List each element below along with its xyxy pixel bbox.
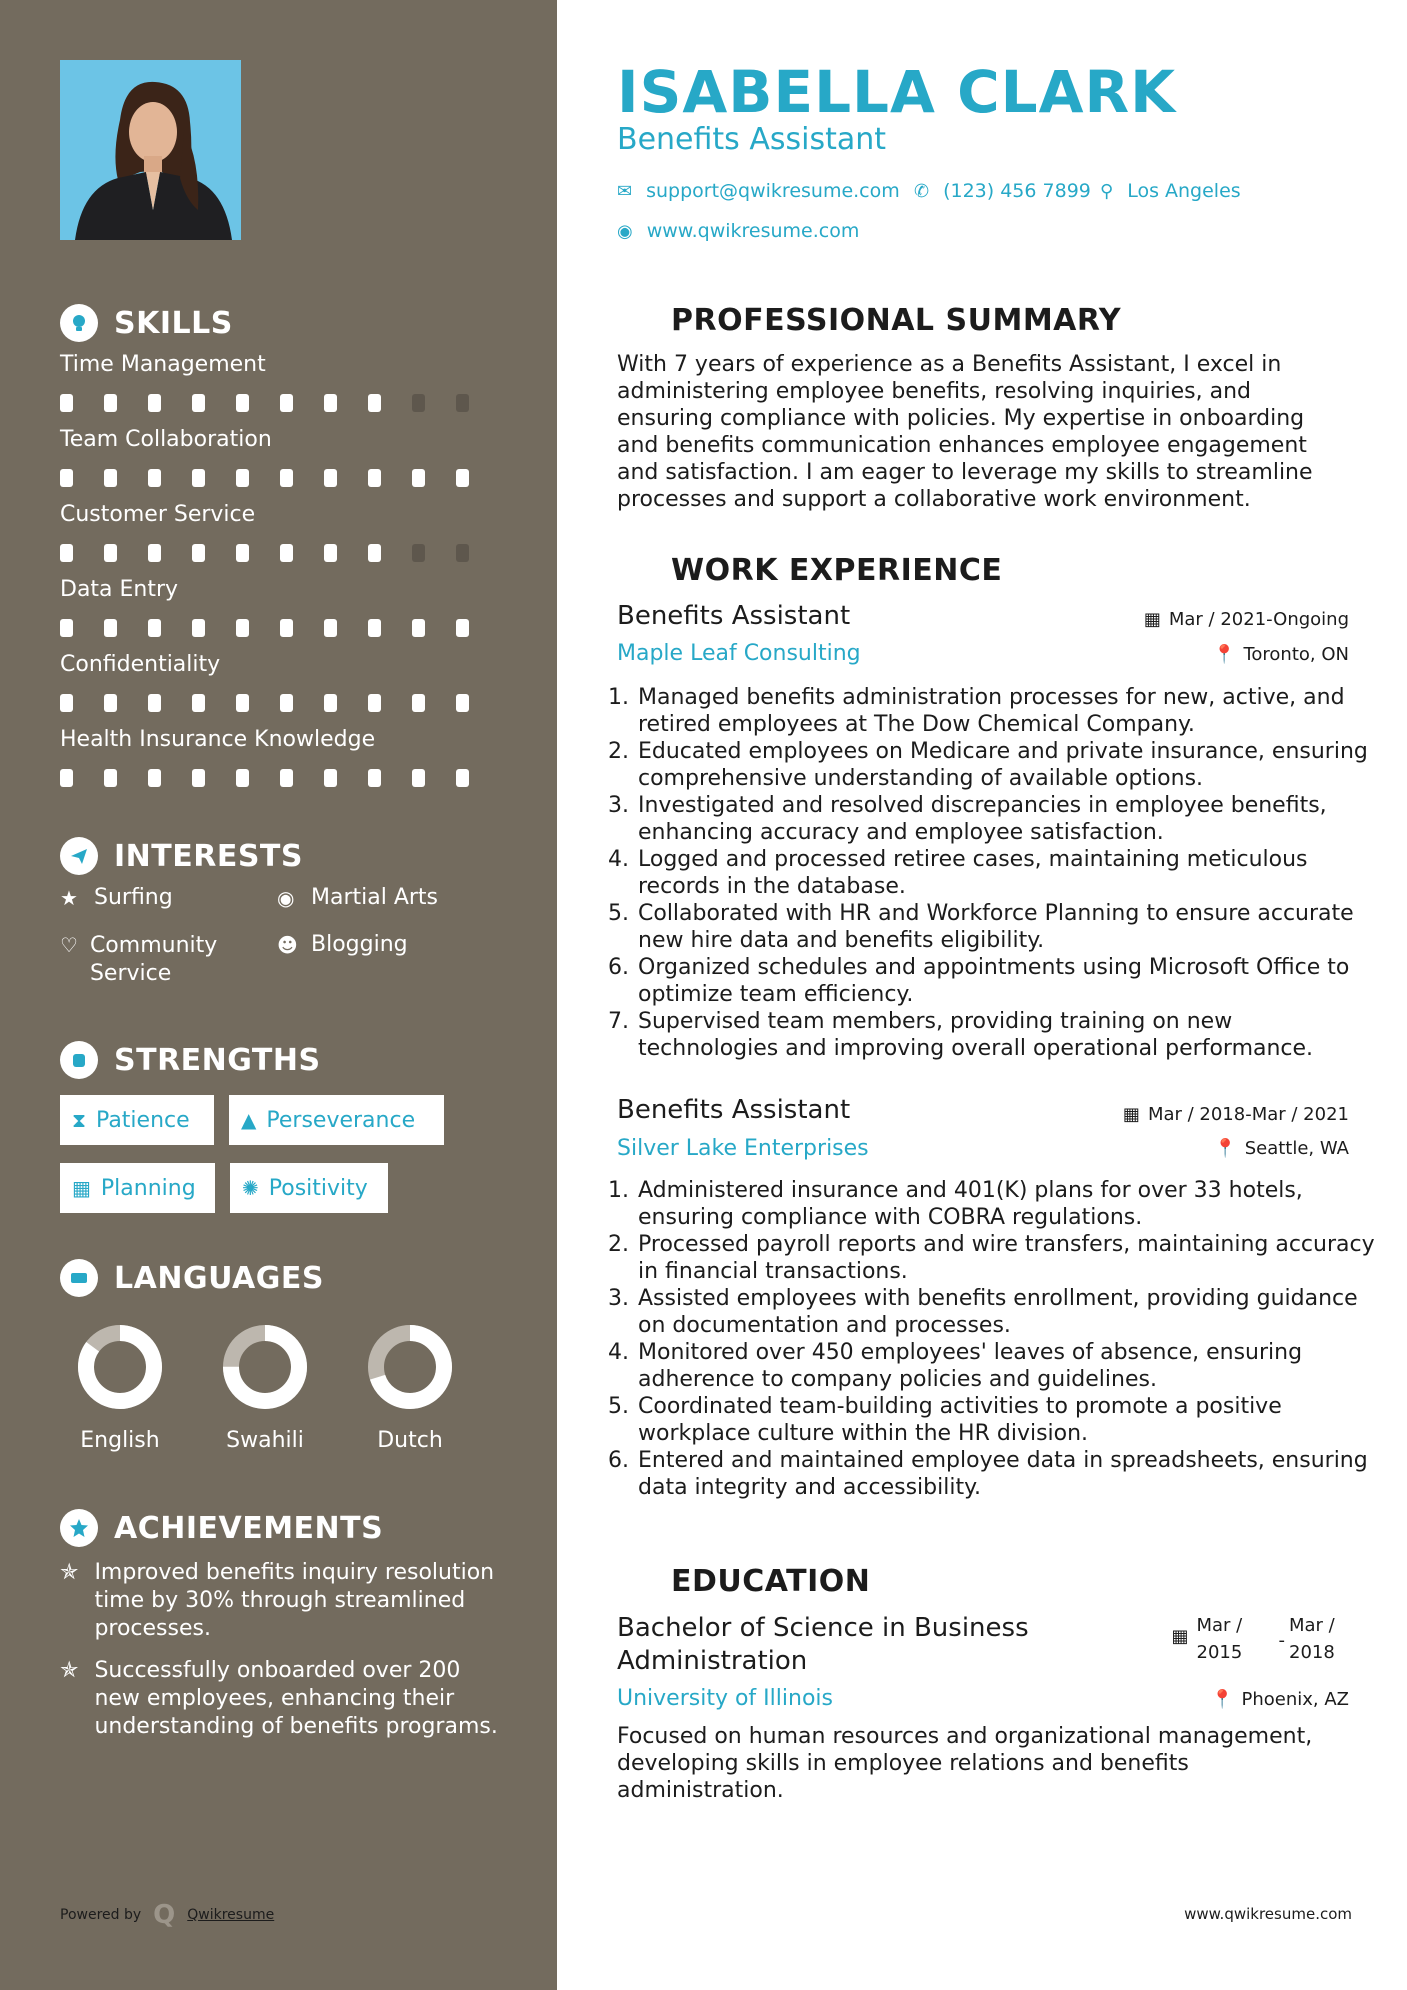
graduation-cap-icon — [617, 1562, 655, 1600]
interests-title: INTERESTS — [114, 838, 303, 874]
skill-rating-dot — [324, 544, 337, 562]
date-separator: - — [1278, 1630, 1285, 1651]
skill-name: Confidentiality — [60, 652, 221, 677]
interest-item — [277, 932, 408, 958]
skill-rating-dot — [368, 619, 381, 637]
language-name: Swahili — [226, 1428, 304, 1453]
summary-title: PROFESSIONAL SUMMARY — [671, 302, 1122, 338]
skill-rating — [60, 544, 500, 562]
languages-heading — [60, 1259, 324, 1297]
job-title: Benefits Assistant — [617, 601, 851, 631]
education-heading — [617, 1562, 870, 1600]
skill-rating-dot — [236, 469, 249, 487]
skill-rating-dot — [148, 619, 161, 637]
skills-title: SKILLS — [114, 305, 233, 341]
briefcase-icon — [617, 551, 655, 589]
interest-label: Martial Arts — [311, 885, 439, 910]
job-dates-text: Mar / 2018-Mar / 2021 — [1147, 1104, 1349, 1125]
star-icon: ★ — [60, 886, 78, 910]
skill-rating-dot — [368, 394, 381, 412]
sun-icon: ✺ — [242, 1176, 259, 1200]
email-text: support@qwikresume.com — [646, 180, 900, 202]
phone-text: (123) 456 7899 — [943, 180, 1091, 202]
contact-email[interactable] — [617, 180, 900, 202]
website-text: www.qwikresume.com — [646, 220, 860, 242]
candidate-role: Benefits Assistant — [617, 122, 887, 157]
skill-rating-dot — [60, 544, 73, 562]
location-text: Los Angeles — [1127, 180, 1241, 202]
skill-rating-dot — [324, 619, 337, 637]
language-name: English — [80, 1428, 160, 1453]
skill-item — [60, 577, 500, 637]
skill-rating-dot — [280, 469, 293, 487]
strength-label: Positivity — [268, 1175, 368, 1201]
skill-rating-dot — [192, 544, 205, 562]
skill-rating-dot — [280, 619, 293, 637]
strength-badge — [60, 1095, 214, 1145]
skill-rating-dot — [280, 544, 293, 562]
skill-item — [60, 727, 500, 787]
skill-rating-dot — [104, 694, 117, 712]
skill-item — [60, 502, 500, 562]
interest-label: Surfing — [94, 885, 173, 910]
skill-rating-dot — [60, 394, 73, 412]
interest-item — [60, 932, 250, 988]
skill-rating-dot — [192, 469, 205, 487]
language-icon — [60, 1259, 98, 1297]
skill-rating — [60, 469, 500, 487]
experience-heading — [617, 551, 1002, 589]
achievements-title: ACHIEVEMENTS — [114, 1510, 384, 1546]
skill-rating-dot — [324, 769, 337, 787]
skill-rating-dot — [192, 619, 205, 637]
achievements-heading — [60, 1509, 383, 1547]
skill-rating-dot — [192, 694, 205, 712]
education-end: Mar / 2018 — [1289, 1615, 1335, 1663]
job-bullet: 2. Educated employees on Medicare and private insurance, ensuring comprehensive understanding of available options. — [636, 738, 1376, 792]
skill-rating-dot — [236, 394, 249, 412]
calendar-icon: ▦ — [1171, 1626, 1189, 1647]
skill-rating-dot — [412, 769, 425, 787]
job-bullet: 4. Logged and processed retiree cases, maintaining meticulous records in the database. — [636, 846, 1376, 900]
profile-photo — [60, 60, 241, 240]
contact-website[interactable] — [617, 220, 859, 242]
skills-heading — [60, 304, 233, 342]
skill-rating-dot — [324, 469, 337, 487]
fist-icon — [60, 1041, 98, 1079]
globe-icon: ◉ — [617, 220, 633, 242]
hand-icon: ♡ — [60, 933, 78, 957]
globe-icon: ◉ — [277, 886, 295, 910]
job-location-text: Toronto, ON — [1243, 644, 1349, 665]
skill-rating-dot — [236, 544, 249, 562]
job-bullet: 3. Investigated and resolved discrepancies in employee benefits, enhancing accuracy and employee satisfaction. — [636, 792, 1376, 846]
skill-rating-dot — [104, 619, 117, 637]
strength-label: Perseverance — [266, 1107, 416, 1133]
skill-rating-dot — [412, 469, 425, 487]
skill-rating-dot — [280, 769, 293, 787]
education-dates — [1171, 1612, 1349, 1666]
achievement-item — [60, 1559, 500, 1643]
strengths-heading — [60, 1041, 321, 1079]
job-dates — [1144, 609, 1349, 630]
job-dates-text: Mar / 2021-Ongoing — [1168, 609, 1349, 630]
job-location — [1214, 1138, 1349, 1159]
strength-badge — [60, 1163, 215, 1213]
skill-rating-dot — [148, 394, 161, 412]
sidebar — [0, 0, 557, 1990]
language-item — [350, 1322, 470, 1453]
candidate-name: ISABELLA CLARK — [617, 58, 1177, 126]
skill-rating-dot — [324, 694, 337, 712]
skill-rating-dot — [368, 544, 381, 562]
skill-rating-dot — [60, 769, 73, 787]
user-icon — [617, 301, 655, 339]
interest-label: Community Service — [89, 933, 218, 986]
skill-rating-dot — [412, 619, 425, 637]
interests-heading — [60, 837, 303, 875]
lightbulb-icon — [60, 304, 98, 342]
strengths-title: STRENGTHS — [114, 1042, 321, 1078]
calendar-icon: ▦ — [1122, 1104, 1140, 1125]
job-dates — [1123, 1104, 1349, 1125]
achievement-text: Successfully onboarded over 200 new employees, enhancing their understanding of benefits programs. — [94, 1658, 498, 1739]
skill-name: Health Insurance Knowledge — [60, 727, 376, 752]
strength-label: Planning — [100, 1175, 196, 1201]
users-icon: ☻ — [277, 933, 298, 957]
qwikresume-link[interactable]: Qwikresume — [187, 1907, 275, 1923]
skill-rating-dot — [368, 694, 381, 712]
skill-rating-dot — [412, 694, 425, 712]
education-start: Mar / 2015 — [1196, 1615, 1243, 1663]
skill-rating-dot — [324, 394, 337, 412]
job-bullets — [612, 684, 1376, 1062]
footer-website[interactable]: www.qwikresume.com — [1184, 1905, 1352, 1923]
education-school: University of Illinois — [617, 1686, 833, 1711]
language-item — [205, 1322, 325, 1453]
education-location — [1211, 1689, 1349, 1710]
hourglass-icon: ⧗ — [72, 1108, 87, 1132]
skill-rating-dot — [456, 544, 469, 562]
skill-rating-dot — [148, 694, 161, 712]
calendar-icon: ▦ — [1143, 609, 1161, 630]
skill-name: Team Collaboration — [60, 427, 272, 452]
skill-rating — [60, 694, 500, 712]
achievement-item — [60, 1657, 500, 1741]
skill-rating-dot — [60, 619, 73, 637]
job-company: Maple Leaf Consulting — [617, 641, 861, 666]
contact-location — [1100, 180, 1241, 202]
skill-rating-dot — [148, 769, 161, 787]
paper-plane-icon — [60, 837, 98, 875]
skill-rating-dot — [104, 469, 117, 487]
summary-text: With 7 years of experience as a Benefits Assistant, I excel in administering employee benefits, resolving inquiries, and ensuring compliance with policies. My expertise in onboarding and benefits communication enhances employee engagement and satisfaction. I am eager to leverage my skills to streamline processes and support a collaborative work environment. — [617, 352, 1313, 512]
skill-rating-dot — [412, 544, 425, 562]
language-level-ring — [220, 1322, 310, 1412]
job-location — [1213, 644, 1349, 665]
education-location-text: Phoenix, AZ — [1241, 1689, 1349, 1710]
experience-title: WORK EXPERIENCE — [671, 552, 1003, 588]
phone-icon: ✆ — [914, 180, 930, 202]
interest-label: Blogging — [311, 932, 408, 957]
skill-rating-dot — [456, 394, 469, 412]
skill-rating-dot — [104, 769, 117, 787]
achievement-text: Improved benefits inquiry resolution time by 30% through streamlined processes. — [94, 1560, 495, 1641]
job-location-text: Seattle, WA — [1244, 1138, 1349, 1159]
skill-rating-dot — [280, 394, 293, 412]
skill-item — [60, 652, 500, 712]
skill-rating-dot — [456, 769, 469, 787]
language-name: Dutch — [377, 1428, 443, 1453]
skill-rating-dot — [192, 769, 205, 787]
powered-by — [60, 1900, 274, 1930]
education-title: EDUCATION — [671, 1563, 871, 1599]
job-bullet: 7. Supervised team members, providing training on new technologies and improving overall operational performance. — [636, 1008, 1376, 1062]
language-level-ring — [75, 1322, 165, 1412]
job-bullet: 1. Administered insurance and 401(K) plans for over 33 hotels, ensuring compliance with COBRA regulations. — [636, 1177, 1376, 1231]
strength-badge — [230, 1163, 388, 1213]
skill-rating-dot — [104, 394, 117, 412]
skill-rating — [60, 394, 500, 412]
skill-rating-dot — [236, 694, 249, 712]
job-bullet: 6. Organized schedules and appointments using Microsoft Office to optimize team efficiency. — [636, 954, 1376, 1008]
skill-rating — [60, 619, 500, 637]
skill-rating-dot — [192, 394, 205, 412]
qwikresume-logo-icon: Q — [153, 1900, 176, 1930]
star-burst-icon: ✯ — [60, 1560, 79, 1585]
job-bullet: 6. Entered and maintained employee data in spreadsheets, ensuring data integrity and accessibility. — [636, 1447, 1376, 1501]
pin-icon: 📍 — [1214, 1138, 1237, 1159]
education-degree: Bachelor of Science in Business Administration — [617, 1613, 1029, 1676]
skill-rating-dot — [104, 544, 117, 562]
skill-item — [60, 427, 500, 487]
skill-rating-dot — [368, 769, 381, 787]
skill-name: Time Management — [60, 352, 266, 377]
job-bullet: 3. Assisted employees with benefits enrollment, providing guidance on documentation and processes. — [636, 1285, 1376, 1339]
contact-phone[interactable] — [914, 180, 1091, 202]
job-bullet: 5. Coordinated team-building activities to promote a positive workplace culture within the HR division. — [636, 1393, 1376, 1447]
languages-title: LANGUAGES — [114, 1260, 324, 1296]
summary-heading — [617, 301, 1121, 339]
job-title: Benefits Assistant — [617, 1095, 851, 1125]
skill-rating-dot — [148, 544, 161, 562]
pin-icon: 📍 — [1211, 1689, 1234, 1710]
trophy-star-icon — [60, 1509, 98, 1547]
skill-rating-dot — [60, 469, 73, 487]
job-bullet: 2. Processed payroll reports and wire transfers, maintaining accuracy in financial transactions. — [636, 1231, 1376, 1285]
pin-icon: 📍 — [1213, 644, 1236, 665]
skill-rating — [60, 769, 500, 787]
skill-rating-dot — [236, 769, 249, 787]
job-bullet: 1. Managed benefits administration processes for new, active, and retired employees at The Dow Chemical Company. — [636, 684, 1376, 738]
map-pin-icon: ⚲ — [1100, 180, 1114, 202]
strength-label: Patience — [96, 1107, 190, 1133]
skill-rating-dot — [412, 394, 425, 412]
skill-rating-dot — [456, 694, 469, 712]
skill-item — [60, 352, 500, 412]
skill-rating-dot — [368, 469, 381, 487]
job-bullets — [612, 1177, 1376, 1501]
interest-item — [277, 885, 438, 911]
skill-rating-dot — [456, 619, 469, 637]
interest-item — [60, 885, 173, 911]
skill-rating-dot — [456, 469, 469, 487]
language-item — [60, 1322, 180, 1453]
powered-by-label: Powered by — [60, 1907, 142, 1923]
job-company: Silver Lake Enterprises — [617, 1136, 869, 1161]
education-text: Focused on human resources and organizational management, developing skills in employee relations and benefits administration. — [617, 1724, 1313, 1803]
job-bullet: 5. Collaborated with HR and Workforce Planning to ensure accurate new hire data and benefits eligibility. — [636, 900, 1376, 954]
strength-badge — [229, 1095, 444, 1145]
skill-rating-dot — [280, 694, 293, 712]
envelope-icon: ✉ — [617, 180, 633, 202]
skill-name: Customer Service — [60, 502, 256, 527]
road-icon: ▲ — [241, 1108, 257, 1132]
skill-rating-dot — [148, 469, 161, 487]
skill-name: Data Entry — [60, 577, 179, 602]
skill-rating-dot — [236, 619, 249, 637]
language-level-ring — [365, 1322, 455, 1412]
job-bullet: 4. Monitored over 450 employees' leaves of absence, ensuring adherence to company policies and guidelines. — [636, 1339, 1376, 1393]
calendar-icon: ▦ — [72, 1176, 91, 1200]
star-burst-icon: ✯ — [60, 1658, 79, 1683]
skill-rating-dot — [60, 694, 73, 712]
